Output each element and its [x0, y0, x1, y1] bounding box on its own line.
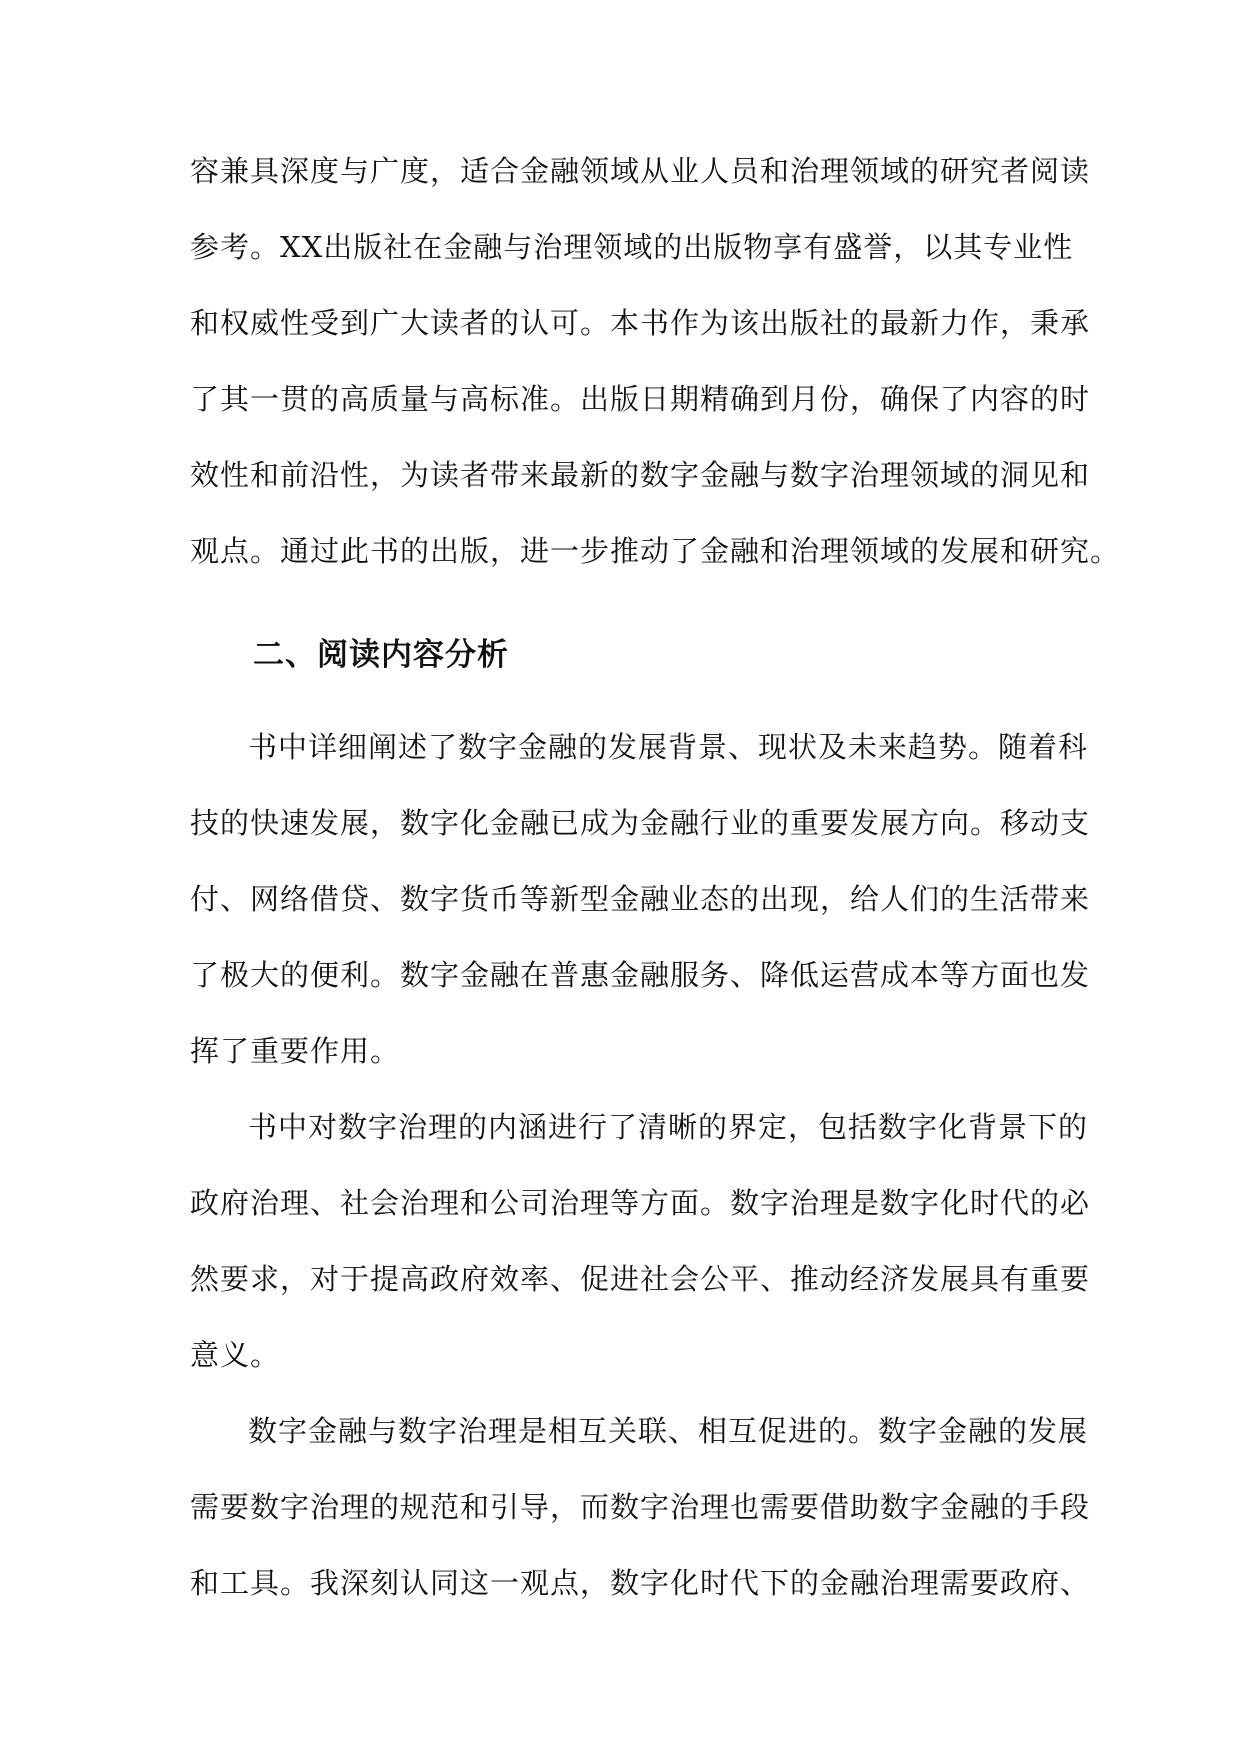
paragraph-line: 挥了重要作用。 — [190, 1034, 401, 1068]
paragraph-line: 意义。 — [190, 1338, 281, 1372]
paragraph-line: 了其一贯的高质量与高标准。出版日期精确到月份，确保了内容的时 — [190, 382, 1091, 416]
section-heading: 二、阅读内容分析 — [253, 637, 509, 673]
paragraph-line: 付、网络借贷、数字货币等新型金融业态的出现，给人们的生活带来 — [190, 882, 1091, 916]
paragraph-line: 技的快速发展，数字化金融已成为金融行业的重要发展方向。移动支 — [190, 806, 1091, 840]
paragraph-line: 容兼具深度与广度，适合金融领域从业人员和治理领域的研究者阅读 — [190, 154, 1091, 188]
paragraph-line: 书中详细阐述了数字金融的发展背景、现状及未来趋势。随着科 — [248, 730, 1089, 764]
paragraph-line: 需要数字治理的规范和引导，而数字治理也需要借助数字金融的手段 — [190, 1490, 1091, 1524]
paragraph-line: 和工具。我深刻认同这一观点，数字化时代下的金融治理需要政府、 — [190, 1566, 1091, 1600]
paragraph-line: 和权威性受到广大读者的认可。本书作为该出版社的最新力作，秉承 — [190, 306, 1091, 340]
paragraph-line: 然要求，对于提高政府效率、促进社会公平、推动经济发展具有重要 — [190, 1262, 1091, 1296]
paragraph-line: 观点。通过此书的出版，进一步推动了金融和治理领域的发展和研究。 — [190, 534, 1121, 568]
paragraph-line: 书中对数字治理的内涵进行了清晰的界定，包括数字化背景下的 — [248, 1110, 1089, 1144]
paragraph-line: 政府治理、社会治理和公司治理等方面。数字治理是数字化时代的必 — [190, 1186, 1091, 1220]
paragraph-line: 数字金融与数字治理是相互关联、相互促进的。数字金融的发展 — [248, 1414, 1089, 1448]
paragraph-line: 参考。XX出版社在金融与治理领域的出版物享有盛誉，以其专业性 — [190, 230, 1074, 264]
paragraph-line: 效性和前沿性，为读者带来最新的数字金融与数字治理领域的洞见和 — [190, 458, 1091, 492]
paragraph-line: 了极大的便利。数字金融在普惠金融服务、降低运营成本等方面也发 — [190, 958, 1091, 992]
